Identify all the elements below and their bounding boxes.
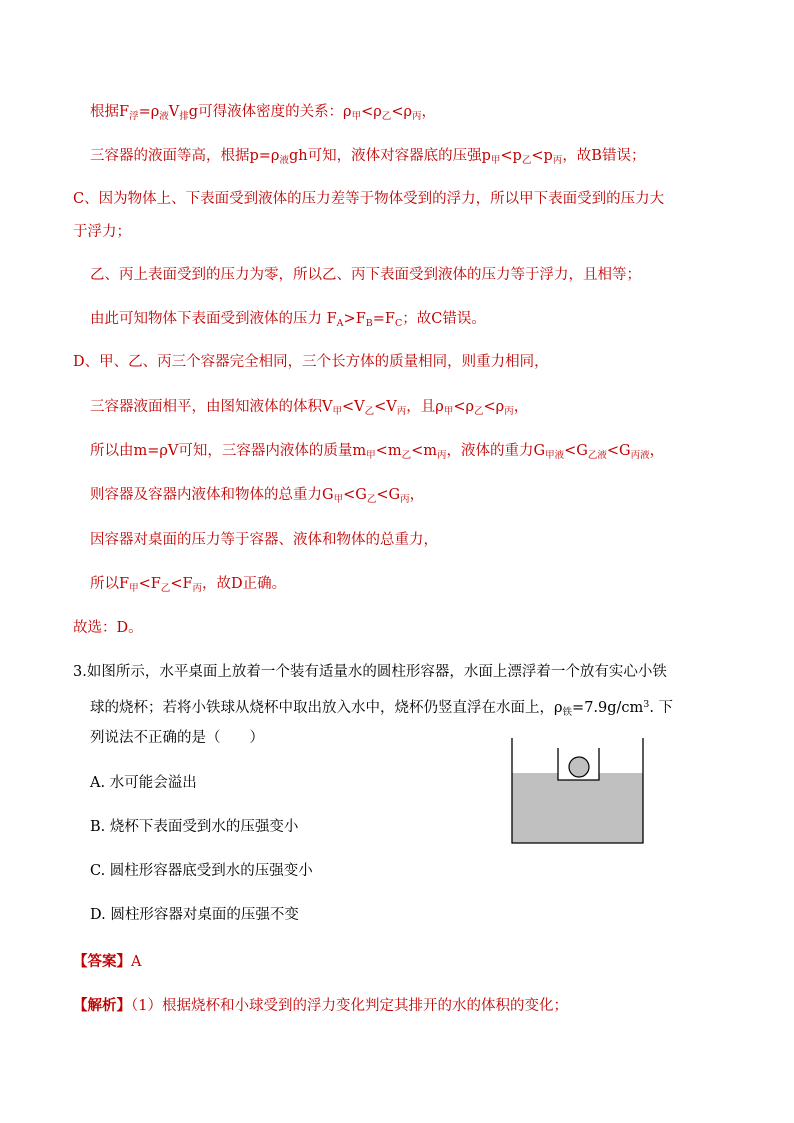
text: ， <box>513 399 529 415</box>
sub: 排 <box>179 111 189 122</box>
text: =F <box>372 311 395 327</box>
sup: 3 <box>643 699 650 710</box>
text: ；故C错误。 <box>402 311 486 327</box>
sub: 乙 <box>381 111 392 122</box>
solution-line-4: 于浮力； <box>73 224 131 240</box>
question-3-line-3: 列说法不正确的是（ ） <box>90 730 264 746</box>
text: =7.9g/cm <box>572 700 644 716</box>
solution-line-1 <box>90 102 436 127</box>
sub: 丙 <box>504 406 514 417</box>
text: 三容器的液面等高，根据p=ρ <box>90 148 280 164</box>
text: 由此可知物体下表面受到液体的压力 F <box>90 311 337 327</box>
sub: 乙 <box>401 450 412 461</box>
option-c: C. 圆柱形容器底受到水的压强变小 <box>90 863 313 879</box>
text: gh可知，液体对容器底的压强p <box>288 148 491 164</box>
solution-line-9 <box>90 441 664 466</box>
sub: 乙 <box>160 583 171 594</box>
sub: 甲 <box>490 155 501 166</box>
text: <G <box>606 443 631 459</box>
question-3-line-2 <box>90 695 673 723</box>
text: =ρ <box>138 104 160 120</box>
sub: C <box>394 318 403 329</box>
iron-ball <box>569 757 589 777</box>
solution-line-12 <box>90 574 286 599</box>
analysis-text: （1）根据烧杯和小球受到的浮力变化判定其排开的水的体积的变化； <box>131 998 568 1014</box>
sub: 丙 <box>552 155 563 166</box>
text: g可得液体密度的关系：ρ <box>188 104 352 120</box>
solution-line-5: 乙、丙上表面受到的压力为零，所以乙、丙下表面受到液体的压力等于浮力，且相等； <box>90 267 641 283</box>
text: <G <box>343 487 367 503</box>
solution-line-7: D、甲、乙、丙三个容器完全相同，三个长方体的质量相同，则重力相同， <box>73 354 549 370</box>
text: ，液体的重力G <box>446 443 546 459</box>
text: ，故B错误； <box>562 148 646 164</box>
sub: 乙 <box>364 406 375 417</box>
sub: 甲 <box>443 406 454 417</box>
sub: 浮 <box>129 111 139 122</box>
answer-tag: 【答案】 <box>73 953 131 970</box>
text: ， <box>421 104 437 120</box>
sub: 丙 <box>396 406 407 417</box>
container-diagram <box>505 733 665 853</box>
sub: 铁 <box>562 707 573 718</box>
text: V <box>168 104 180 120</box>
text: <V <box>342 399 365 415</box>
sub: 丙 <box>192 583 203 594</box>
sub: 甲液 <box>545 450 565 461</box>
text: <F <box>138 576 161 592</box>
sub: 液 <box>159 111 169 122</box>
text: 根据F <box>90 104 130 120</box>
text: <G <box>564 443 588 459</box>
text: <F <box>170 576 193 592</box>
answer-line <box>73 952 141 972</box>
text: ， <box>649 443 665 459</box>
text: ，且ρ <box>406 399 444 415</box>
text: 所以由m=ρV可知，三容器内液体的质量m <box>90 443 367 459</box>
solution-line-3: C、因为物体上、下表面受到液体的压力差等于物体受到的浮力，所以甲下表面受到的压力大 <box>73 191 665 207</box>
text: . 下 <box>649 700 674 716</box>
solution-line-11: 因容器对桌面的压力等于容器、液体和物体的总重力， <box>90 532 438 548</box>
text: <G <box>376 487 401 503</box>
water <box>512 773 643 843</box>
sub: A <box>336 318 344 329</box>
text: 三容器液面相平，由图知液体的体积V <box>90 399 333 415</box>
sub: 丙 <box>400 494 410 505</box>
sub: 乙 <box>366 494 377 505</box>
text: <ρ <box>391 104 412 120</box>
sub: 乙 <box>474 406 484 417</box>
question-3-line-1: 3.如图所示，水平桌面上放着一个装有适量水的圆柱形容器，水面上漂浮着一个放有实心小铁 <box>73 664 667 680</box>
option-a: A. 水可能会溢出 <box>90 775 197 791</box>
sub: 丙 <box>412 111 422 122</box>
text: >F <box>343 311 366 327</box>
sub: 甲 <box>129 583 139 594</box>
sub: 甲 <box>332 406 342 417</box>
text: ，故D正确。 <box>202 576 287 592</box>
text: <ρ <box>453 399 475 415</box>
analysis-line <box>73 996 568 1016</box>
text: ， <box>409 487 425 503</box>
option-b: B. 烧杯下表面受到水的压强变小 <box>90 819 299 835</box>
solution-line-2 <box>90 146 645 171</box>
sub: 甲 <box>333 494 344 505</box>
sub: 丙 <box>437 450 447 461</box>
sub: 甲 <box>351 111 362 122</box>
solution-line-8 <box>90 397 528 422</box>
text: <ρ <box>361 104 382 120</box>
text: 则容器及容器内液体和物体的总重力G <box>90 487 334 503</box>
solution-line-6 <box>90 309 486 334</box>
sub: 乙 <box>521 155 532 166</box>
sub: 乙液 <box>587 450 607 461</box>
option-d: D. 圆柱形容器对桌面的压强不变 <box>90 907 299 923</box>
solution-line-10 <box>90 485 424 510</box>
text: 球的烧杯；若将小铁球从烧杯中取出放入水中，烧杯仍竖直浮在水面上，ρ <box>90 700 563 716</box>
text: <p <box>531 148 553 164</box>
text: <m <box>411 443 437 459</box>
sub: B <box>365 318 373 329</box>
text: <p <box>500 148 522 164</box>
text: 所以F <box>90 576 130 592</box>
solution-line-13: 故选：D。 <box>73 620 143 636</box>
analysis-tag: 【解析】 <box>73 997 131 1014</box>
text: <m <box>375 443 402 459</box>
text: <ρ <box>483 399 505 415</box>
text: <V <box>374 399 397 415</box>
answer-value: A <box>131 954 142 970</box>
sub: 液 <box>279 155 289 166</box>
sub: 甲 <box>366 450 376 461</box>
sub: 丙液 <box>630 450 650 461</box>
